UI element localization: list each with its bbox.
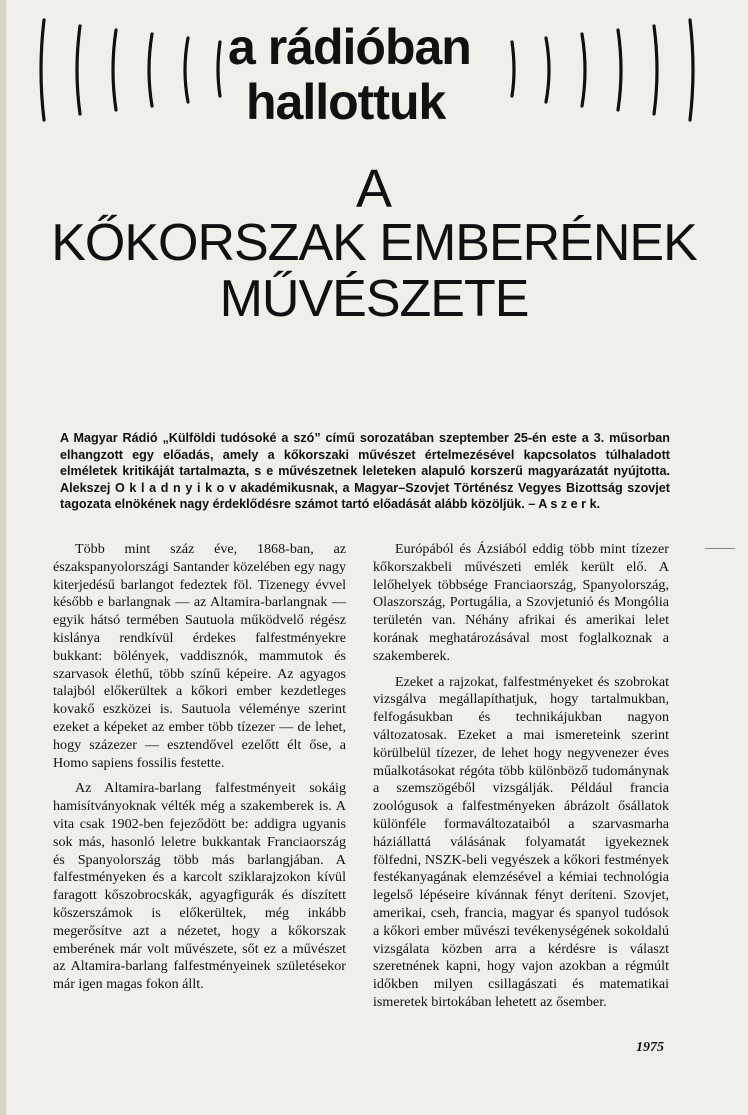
editorial-intro: A Magyar Rádió „Külföldi tudósoké a szó” című sorozatában szeptember 25-én este a 3. műsorban elhangzott egy előadás, amely a kőkorszaki művészet értelmezésével kapcsolatos túlhaladott elméletek kritikáját tartalmazta, s e művészetnek leleteken alapuló korszerű magyarázatát nyújtotta. Alekszej O k l a d n y i k o v akadémikusnak, a Magyar–Szovjet Történész Vegyes Bizottság szovjet tagozata elnökének nagy érdeklődésre számot tartó előadását alább közöljük. – A s z e r k. — [60, 431, 670, 512]
article-title-line-1: A — [355, 159, 393, 219]
paragraph: Az Altamira-barlang falfestményeit sokáig hamisítványoknak vélték még a szakemberek is. A vita csak 1902-ben fejeződött be: addigra ugyanis sok más, hasonló leletre bukkantak Franciaország és Spanyolország több más barlangjában. A falfestményeken és a karcolt sziklarajzokon kívül faragott kőszobrocskák, agyagfigurák és díszített kőszerszámok is előkerültek, még inkább megerősítve azt a nézetet, hogy a kőkorszak emberének már volt művészete, sőt ez a művészet az Altamira-barlang falfestményeinek születésekor már igen magas fokon állt. — [53, 780, 346, 993]
article-title-line-2: KŐKORSZAK EMBERÉNEK — [51, 214, 697, 272]
paragraph: Európából és Ázsiából eddig több mint tízezer kőkorszakbeli művészeti emlék került elő. A lelőhelyek többsége Franciaország, Spanyolország, Olaszország, Portugália, a Szovjetunió és Mongólia területén van. Néhány afrikai és amerikai lelet korának meghatározásával most foglalkoznak a szakemberek. — [373, 541, 669, 664]
margin-mark — [705, 548, 735, 549]
article-title-line-3: MŰVÉSZETE — [219, 270, 529, 328]
header-line-1: a rádióban — [228, 19, 471, 75]
radio-waves-right-icon — [500, 12, 700, 127]
page-number: 1975 — [636, 1040, 664, 1055]
article-column-left — [53, 541, 346, 1002]
header-line-2: hallottuk — [246, 74, 446, 130]
paragraph: Több mint száz éve, 1868-ban, az északspanyolországi Santander közelében egy nagy kiterjedésű barlangot fedeztek föl. Tizenegy évvel később e barlangnak — az Altamira-barlangnak — egyik hátsó termében Sautuola működvelő régész kislánya rendkívül érdekes falfestményekre bukkant: bölények, vaddisznók, mammutok és szarvasok élethű, több színű képeire. Az agyagos talajból előkerültek a kőkori ember kezdetleges kovakő eszközei is. Sautuola véleménye szerint ezeket a képeket az ember több tízezer — de lehet, hogy százezer — esztendővel ezelőtt élt őse, a Homo sapiens fossilis festette. — [53, 541, 346, 771]
article-column-right — [373, 541, 669, 1020]
radio-section-header — [30, 12, 720, 130]
radio-waves-left-icon — [30, 12, 250, 127]
paragraph: Ezeket a rajzokat, falfestményeket és szobrokat vizsgálva megállapíthatjuk, hogy tartalmukban, felfogásukban és technikájukban nagyon változatosak. Ezeket a mai ismereteink szerint körülbelül tízezer, de lehet hogy negyvenezer éves műalkotásokat régóta több különböző tudománynak a szemszögéből vizsgálják. Például francia zoológusok a falfestményeken ábrázolt ősállatok különféle formaváltozataiból a szarvasmarha háziállattá válásának folyamatát igyekeznek fölfedni, NSZK-beli vegyészek a kőkori festmények festékanyagának elemzésével a kémiai technológia legelső lépéseire kívánnak fényt deríteni. Szovjet, amerikai, cseh, francia, magyar és spanyol tudósok a kőkori ember művészi tevékenységének sokoldalú vizsgálata közben arra a kérdésre is választ szeretnének kapni, hogy vajon azokban a régmúlt időkben milyen csillagászati és matematikai ismeretek birtokában lehetett az ősember. — [373, 673, 669, 1010]
